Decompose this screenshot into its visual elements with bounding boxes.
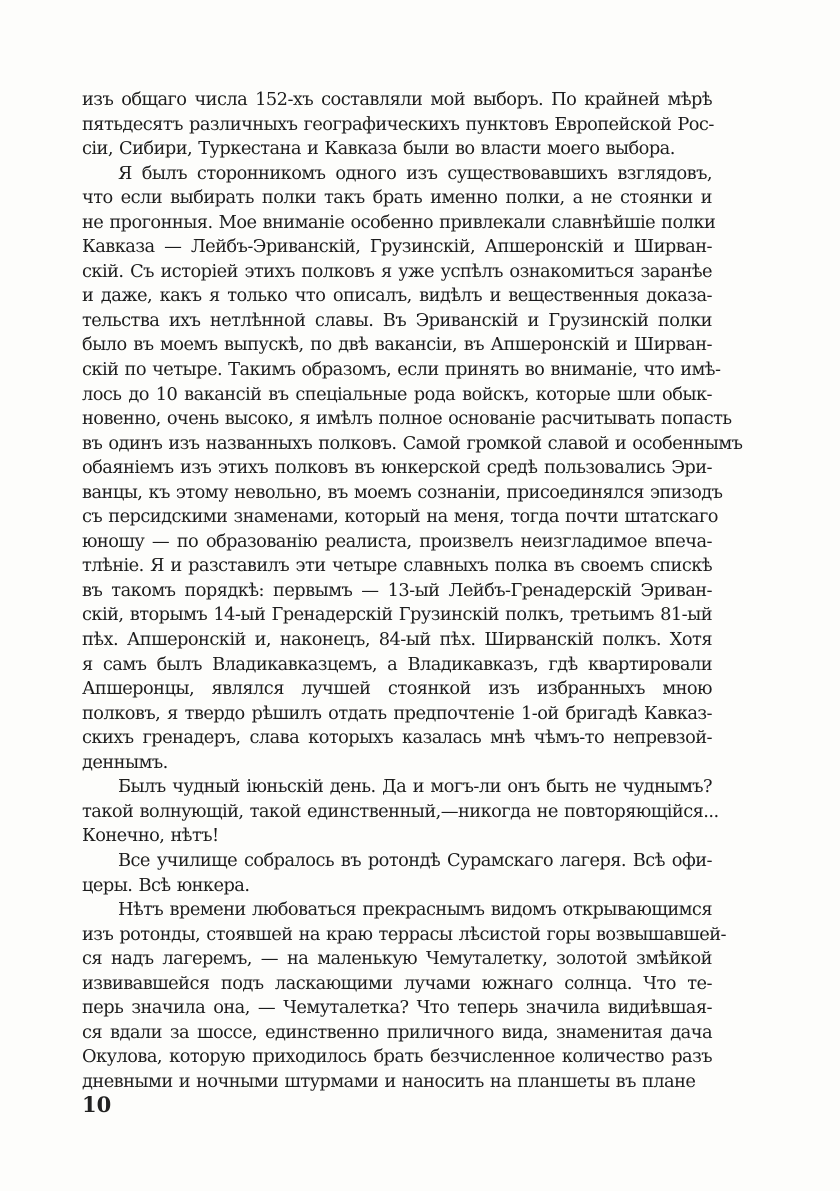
text-line: извивавшейся подъ ласкающими лучами южнаго солнца. Что те- <box>82 972 712 994</box>
paragraph <box>82 775 719 849</box>
paragraph <box>82 88 712 162</box>
text-line: было въ моемъ выпускѣ, по двѣ вакансіи, въ Апшеронскій и Ширван- <box>82 334 712 356</box>
text-line: пятьдесятъ различныхъ географическихъ пунктовъ Европейской Рос- <box>82 113 714 135</box>
text-line: скій по четыре. Такимъ образомъ, если принять во вниманіе, что имѣ- <box>82 359 721 381</box>
text-line: Все училище собралось въ ротондѣ Сурамскаго лагеря. Всѣ офи- <box>118 849 712 871</box>
text-line: Былъ чудный іюньскій день. Да и могъ-ли онъ быть не чуднымъ? <box>118 776 712 798</box>
text-line: скихъ гренадеръ, слава которыхъ казалась мнѣ чѣмъ-то непревзой- <box>82 727 712 749</box>
text-line: я самъ былъ Владикавказцемъ, а Владикавказъ, гдѣ квартировали <box>82 653 712 675</box>
text-line: деннымъ. <box>82 751 168 773</box>
text-line: Нѣтъ времени любоваться прекраснымъ видомъ открывающимся <box>118 899 712 921</box>
text-line: полковъ, я твердо рѣшилъ отдать предпочтеніе 1-ой бригадѣ Кавказ- <box>82 702 712 724</box>
text-line: ся вдали за шоссе, единственно приличного вида, знаменитая дача <box>82 1021 712 1043</box>
text-line: Апшеронцы, являлся лучшей стоянкой изъ избранныхъ мною <box>82 678 712 700</box>
paragraph <box>82 162 743 776</box>
text-line: новенно, очень высоко, я имѣлъ полное основаніе расчитывать попасть <box>82 408 732 430</box>
text-line: изъ общаго числа 152-хъ составляли мой выборъ. По крайней мѣрѣ <box>82 89 712 110</box>
text-line: въ такомъ порядкѣ: первымъ — 13-ый Лейбъ-Гренадерскій Эриван- <box>82 579 712 601</box>
paragraph <box>82 898 726 1094</box>
page-number: 10 <box>82 1092 112 1117</box>
text-line: не прогонныя. Мое вниманіе особенно привлекали славнѣйшіе полки <box>82 211 716 233</box>
text-line: такой волнующій, такой единственный,—никогда не повторяющійся... <box>82 800 719 822</box>
text-line: ся надъ лагеремъ, — на маленькую Чемуталетку, золотой змѣйкой <box>82 948 712 970</box>
text-line: изъ ротонды, стоявшей на краю террасы лѣсистой горы возвышавшей- <box>82 923 726 945</box>
text-line: церы. Всѣ юнкера. <box>82 874 250 896</box>
text-line: Кавказа — Лейбъ-Эриванскій, Грузинскій, Апшеронскій и Ширван- <box>82 236 712 258</box>
text-line: юношу — по образованію реалиста, произвелъ неизгладимое впеча- <box>82 530 712 552</box>
text-line: Я былъ сторонникомъ одного изъ существовавшихъ взглядовъ, <box>118 162 712 184</box>
text-line: тлѣніе. Я и разставилъ эти четыре славныхъ полка въ своемъ спискѣ <box>82 555 712 577</box>
text-line: съ персидскими знаменами, который на меня, тогда почти штатскаго <box>82 506 718 528</box>
text-line: скій, вторымъ 14-ый Гренадерскій Грузинскій полкъ, третьимъ 81-ый <box>82 604 712 626</box>
body-text <box>82 88 743 1094</box>
text-line: дневными и ночными штурмами и наносить на планшеты въ плане <box>82 1070 696 1092</box>
text-line: въ одинъ изъ названныхъ полковъ. Самой громкой славой и особеннымъ <box>82 432 743 454</box>
text-line: и даже, какъ я только что описалъ, видѣлъ и вещественныя доказа- <box>82 285 712 307</box>
text-line: Конечно, нѣтъ! <box>82 825 219 847</box>
paragraph <box>82 849 712 898</box>
text-line: сіи, Сибири, Туркестана и Кавказа были во власти моего выбора. <box>82 138 675 160</box>
text-line: тельства ихъ нетлѣнной славы. Въ Эриванскій и Грузинскій полки <box>82 309 712 331</box>
text-line: пѣх. Апшеронскій и, наконецъ, 84-ый пѣх. Ширванскій полкъ. Хотя <box>82 629 712 651</box>
text-line: что если выбирать полки такъ брать именно полки, а не стоянки и <box>82 187 712 209</box>
text-line: скій. Съ исторіей этихъ полковъ я уже успѣлъ ознакомиться заранѣе <box>82 260 712 282</box>
text-line: перь значила она, — Чемуталетка? Что теперь значила видиѣвшая- <box>82 997 712 1019</box>
text-line: обаяніемъ изъ этихъ полковъ въ юнкерской средѣ пользовались Эри- <box>82 457 712 479</box>
text-line: ванцы, къ этому невольно, въ моемъ сознаніи, присоединялся эпизодъ <box>82 481 723 503</box>
text-line: Окулова, которую приходилось брать безчисленное количество разъ <box>82 1046 712 1068</box>
text-line: лось до 10 вакансій въ спеціальные рода войскъ, которые шли обык- <box>82 383 712 405</box>
